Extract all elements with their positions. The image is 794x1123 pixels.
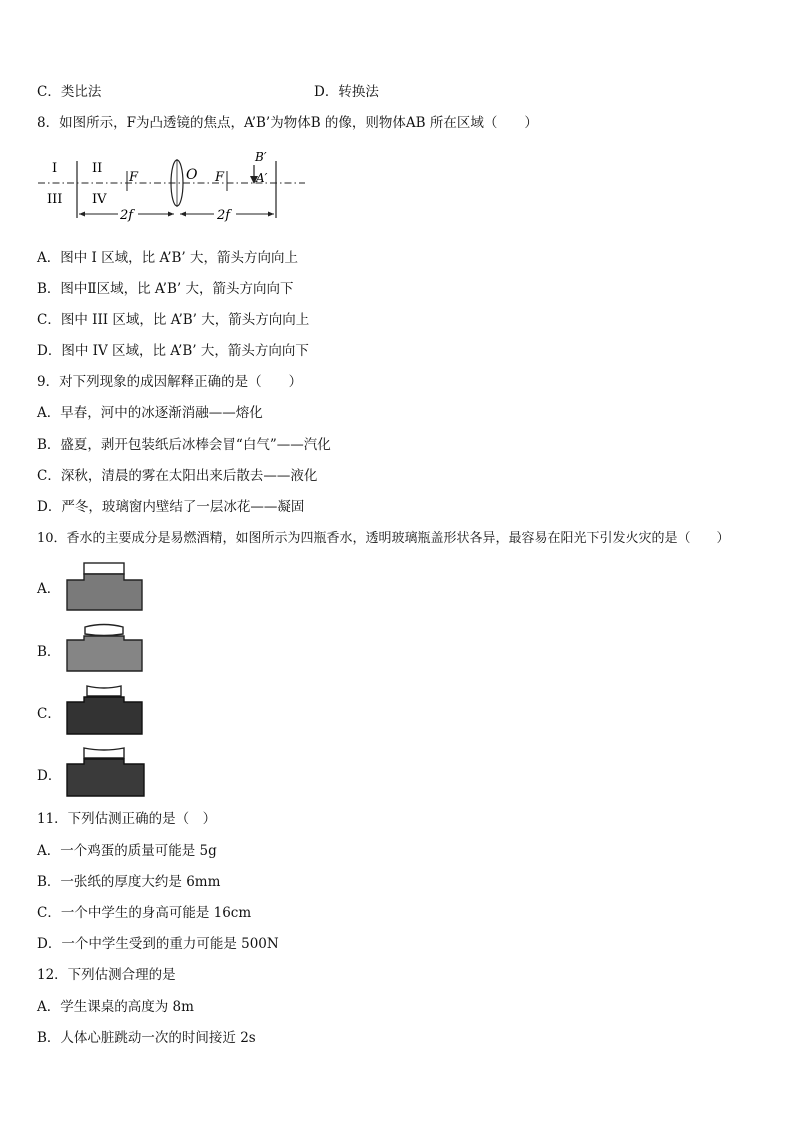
focus-right-label: F bbox=[215, 170, 225, 185]
q11-option-a: A．一个鸡蛋的质量可能是 5g bbox=[37, 843, 217, 859]
q9-option-c: C．深秋，清晨的雾在太阳出来后散去——液化 bbox=[37, 468, 318, 484]
focus-left-label: F bbox=[129, 170, 139, 185]
dim-left-arrow-b bbox=[168, 212, 174, 217]
perfume-bottle-a-image bbox=[64, 562, 148, 614]
center-label: O bbox=[186, 167, 198, 183]
dist-left-label: 2f bbox=[120, 208, 134, 223]
perfume-bottle-c-image bbox=[64, 684, 148, 736]
q10-stem: 10．香水的主要成分是易燃酒精，如图所示为四瓶香水，透明玻璃瓶盖形状各异，最容易在阳光下引发火灾的是（ ） bbox=[37, 531, 730, 546]
dist-right-label: 2f bbox=[217, 208, 231, 223]
q10-option-d-label: D． bbox=[37, 768, 62, 784]
q8-option-b: B．图中Ⅱ区域，比 A’B’ 大，箭头方向向下 bbox=[37, 281, 294, 297]
image-top-label: B′ bbox=[255, 150, 267, 164]
q7-option-c: C．类比法 bbox=[37, 84, 102, 100]
q9-option-a: A．早春，河中的冰逐渐消融——熔化 bbox=[37, 405, 263, 421]
image-bottom-label: A′ bbox=[256, 171, 268, 185]
perfume-bottle-d-image bbox=[64, 746, 148, 798]
region-3-label: III bbox=[47, 192, 63, 207]
q8-option-a: A．图中 I 区域，比 A’B’ 大，箭头方向向上 bbox=[37, 250, 299, 266]
dim-left-arrow-a bbox=[79, 212, 85, 217]
q12-option-b: B．人体心脏跳动一次的时间接近 2s bbox=[37, 1030, 256, 1046]
q10-option-c-label: C． bbox=[37, 706, 61, 722]
q9-option-d: D．严冬，玻璃窗内壁结了一层冰花——凝固 bbox=[37, 499, 305, 515]
q11-option-c: C．一个中学生的身高可能是 16cm bbox=[37, 905, 252, 921]
q11-option-d: D．一个中学生受到的重力可能是 500N bbox=[37, 936, 279, 952]
q12-stem: 12．下列估测合理的是 bbox=[37, 967, 176, 983]
q8-option-d: D．图中 IV 区域，比 A’B’ 大，箭头方向向下 bbox=[37, 343, 309, 359]
q11-option-b: B．一张纸的厚度大约是 6mm bbox=[37, 874, 221, 890]
region-2-label: II bbox=[92, 161, 103, 176]
q11-stem: 11．下列估测正确的是（ ） bbox=[37, 811, 217, 827]
q7-option-d: D．转换法 bbox=[314, 84, 379, 100]
q8-option-c: C．图中 III 区域，比 A’B’ 大，箭头方向向上 bbox=[37, 312, 310, 328]
q8-lens-diagram bbox=[30, 146, 320, 228]
region-4-label: IV bbox=[92, 192, 107, 207]
q9-stem: 9．对下列现象的成因解释正确的是（ ） bbox=[37, 374, 303, 390]
region-1-label: I bbox=[52, 161, 58, 176]
perfume-bottle-b-image bbox=[64, 622, 148, 674]
q10-option-b-label: B． bbox=[37, 644, 61, 660]
q12-option-a: A．学生课桌的高度为 8m bbox=[37, 999, 194, 1015]
q9-option-b: B．盛夏，剥开包装纸后冰棒会冒“白气”——汽化 bbox=[37, 437, 331, 453]
q8-stem: 8．如图所示，F为凸透镜的焦点，A’B’为物体B 的像，则物体AB 所在区域（ ） bbox=[37, 115, 538, 131]
dim-right-arrow-a bbox=[180, 212, 186, 217]
q10-option-a-label: A． bbox=[37, 581, 61, 597]
dim-right-arrow-b bbox=[268, 212, 274, 217]
